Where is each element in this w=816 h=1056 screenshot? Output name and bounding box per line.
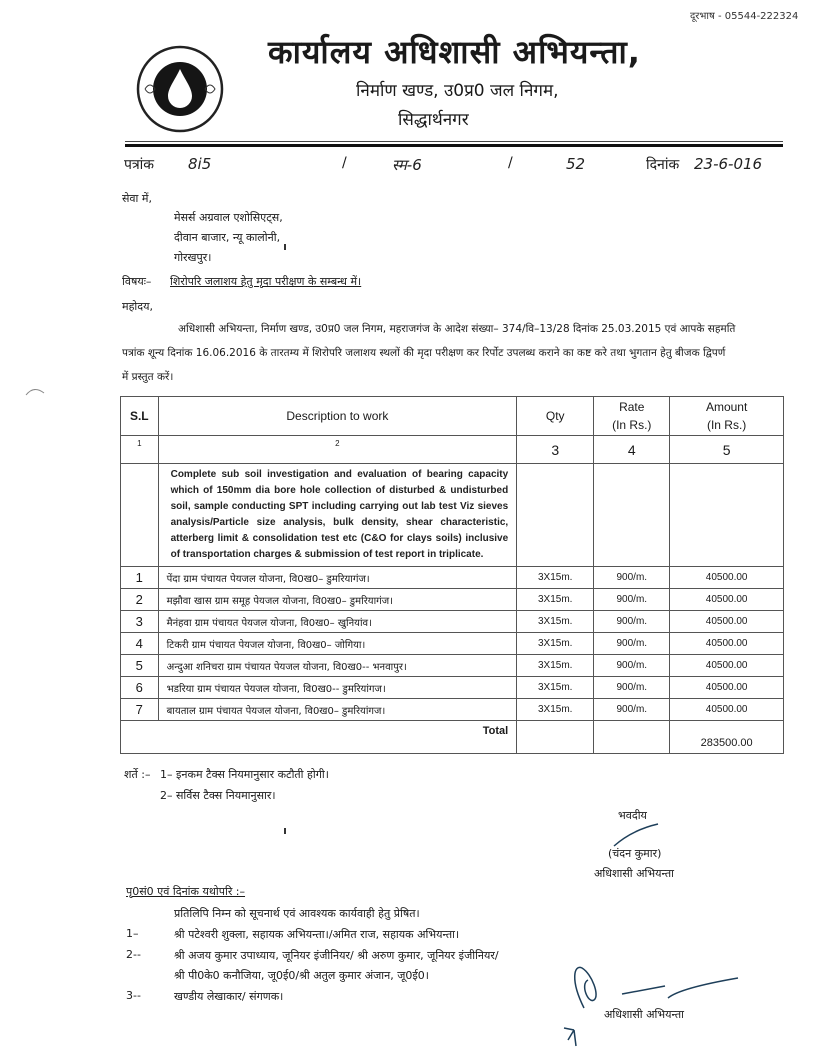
table-row bbox=[121, 567, 784, 589]
column-number: 4 bbox=[594, 436, 670, 464]
header-rule-thin bbox=[125, 141, 783, 142]
column-number-row bbox=[121, 436, 784, 464]
copy-item-line: श्री अजय कुमार उपाध्याय, जूनियर इंजीनियर/ श्री अरुण कुमार, जूनियर इंजीनियर/ bbox=[174, 949, 499, 962]
reference-label: पत्रांक bbox=[124, 157, 155, 173]
copy-intro: प्रतिलिपि निम्न को सूचनार्थ एवं आवश्यक कार्यवाही हेतु प्रेषित। bbox=[174, 907, 420, 920]
copy-item-number: 1– bbox=[126, 927, 139, 940]
condition-item: 2– सर्विस टैक्स नियमानुसार। bbox=[160, 789, 276, 802]
reference-number: 8i5 bbox=[188, 155, 212, 173]
row-amount: 40500.00 bbox=[670, 633, 784, 655]
office-subtitle: निर्माण खण्ड, उ0प्र0 जल निगम, bbox=[356, 81, 559, 101]
empty-cell bbox=[594, 464, 670, 567]
addressee-line: गोरखपुर। bbox=[174, 251, 212, 264]
subject-text: शिरोपरि जलाशय हेतु मृदा परीक्षण के सम्बन्ध में। bbox=[170, 275, 362, 288]
copy-item-number: 2-- bbox=[126, 948, 141, 961]
date-label: दिनांक bbox=[646, 157, 680, 173]
row-description: अन्दुआ शनिचरा ग्राम पंचायत पेयजल योजना, वि0ख0-- भनवापुर। bbox=[158, 655, 517, 677]
greeting: महोदय, bbox=[122, 300, 153, 313]
row-amount: 40500.00 bbox=[670, 589, 784, 611]
reference-separator: / bbox=[508, 155, 513, 171]
row-amount: 40500.00 bbox=[670, 611, 784, 633]
work-description: Complete sub soil investigation and evaluation of bearing capacity which of 150mm dia bore hole collection of disturbed & undisturbed soil, sample conducting SPT including carrying out lab test Viz sieves analysis/Particle size analysis, bulk density, shear characteristic, atterberg limit & consolidation test etc (C&O for clays soils) inclusive of transportation charges & submission of test report in triplicate. bbox=[158, 464, 517, 567]
copy-item-line: श्री पी0के0 कनौजिया, जू0ई0/श्री अतुल कुमार अंजान, जू0ई0। bbox=[174, 969, 429, 982]
table-row bbox=[121, 589, 784, 611]
signature-scribble bbox=[560, 960, 750, 1050]
row-sl: 2 bbox=[121, 589, 159, 611]
reference-section: स्म-6 bbox=[392, 156, 422, 174]
reference-serial: 52 bbox=[566, 155, 586, 173]
copy-item-line: खण्डीय लेखाकार/ संगणक। bbox=[174, 990, 284, 1003]
signatory-name: (चंदन कुमार) bbox=[608, 847, 662, 860]
row-description: बायताल ग्राम पंचायत पेयजल योजना, वि0ख0– डुमरियांगज। bbox=[158, 699, 517, 721]
table-row bbox=[121, 677, 784, 699]
table-row bbox=[121, 699, 784, 721]
column-number: 3 bbox=[517, 436, 594, 464]
empty-cell bbox=[121, 464, 159, 567]
empty-cell bbox=[517, 464, 594, 567]
row-rate: 900/m. bbox=[594, 699, 670, 721]
row-sl: 7 bbox=[121, 699, 159, 721]
office-location: सिद्धार्थनगर bbox=[398, 110, 469, 130]
row-sl: 3 bbox=[121, 611, 159, 633]
row-amount: 40500.00 bbox=[670, 699, 784, 721]
column-number: 5 bbox=[670, 436, 784, 464]
row-qty: 3X15m. bbox=[517, 655, 594, 677]
row-rate: 900/m. bbox=[594, 633, 670, 655]
copy-item-line: श्री पटेश्वरी शुक्ला, सहायक अभियन्ता।/अमित राज, सहायक अभियन्ता। bbox=[174, 928, 460, 941]
row-sl: 6 bbox=[121, 677, 159, 699]
work-description-row bbox=[121, 464, 784, 567]
addressee-line: मेसर्स अग्रवाल एशोसिएट्स, bbox=[174, 211, 283, 224]
conditions-label: शर्ते :– bbox=[124, 768, 151, 781]
row-rate: 900/m. bbox=[594, 567, 670, 589]
row-sl: 1 bbox=[121, 567, 159, 589]
header-sl: S.L bbox=[121, 397, 159, 436]
row-qty: 3X15m. bbox=[517, 633, 594, 655]
row-rate: 900/m. bbox=[594, 677, 670, 699]
row-description: टिकरी ग्राम पंचायत पेयजल योजना, वि0ख0– जोगिया। bbox=[158, 633, 517, 655]
subject-label: विषयः– bbox=[122, 275, 152, 288]
copy-signatory-designation: अधिशासी अभियन्ता bbox=[604, 1008, 685, 1021]
body-line: पत्रांक शून्य दिनांक 16.06.2016 के तारतम्य में शिरोपरि जलाशय स्थलों की मृदा परीक्षण कर रिर्पोट उपलब्ध कराने का कष्ट करे तथा भुगतान हेतु बीजक द्विपर्ण bbox=[122, 347, 726, 359]
body-line: में प्रस्तुत करें। bbox=[122, 371, 174, 383]
signatory-designation: अधिशासी अभियन्ता bbox=[594, 867, 675, 880]
column-number: 1 bbox=[121, 436, 159, 464]
empty-cell bbox=[670, 464, 784, 567]
row-qty: 3X15m. bbox=[517, 611, 594, 633]
row-sl: 4 bbox=[121, 633, 159, 655]
row-description: पेंदा ग्राम पंचायत पेयजल योजना, वि0ख0– डुमरियागंज। bbox=[158, 567, 517, 589]
salutation: सेवा में, bbox=[122, 192, 152, 205]
table-row bbox=[121, 611, 784, 633]
row-rate: 900/m. bbox=[594, 589, 670, 611]
row-description: मैनंहवा ग्राम पंचायत पेयजल योजना, वि0ख0– खुनियांव। bbox=[158, 611, 517, 633]
phone-number: दूरभाष - 05544-222324 bbox=[690, 11, 799, 22]
office-title: कार्यालय अधिशासी अभियन्ता, bbox=[268, 33, 641, 71]
condition-item: 1– इनकम टैक्स नियमानुसार कटौती होगी। bbox=[160, 768, 329, 781]
row-amount: 40500.00 bbox=[670, 655, 784, 677]
letter-date: 23-6-016 bbox=[694, 155, 763, 173]
row-qty: 3X15m. bbox=[517, 677, 594, 699]
empty-cell bbox=[517, 721, 594, 754]
row-qty: 3X15m. bbox=[517, 699, 594, 721]
row-rate: 900/m. bbox=[594, 655, 670, 677]
header-qty: Qty bbox=[517, 397, 594, 436]
row-amount: 40500.00 bbox=[670, 677, 784, 699]
ink-dot bbox=[284, 828, 286, 834]
row-description: मझौवा खास ग्राम समूह पेयजल योजना, वि0ख0– डुमरियागंज। bbox=[158, 589, 517, 611]
jal-nigam-logo bbox=[135, 44, 225, 134]
row-qty: 3X15m. bbox=[517, 589, 594, 611]
reference-separator: / bbox=[342, 155, 347, 171]
header-amount: Amount (In Rs.) bbox=[670, 397, 784, 436]
total-row bbox=[121, 721, 784, 754]
header-rate: Rate (In Rs.) bbox=[594, 397, 670, 436]
copy-item-number: 3-- bbox=[126, 989, 141, 1002]
empty-cell bbox=[594, 721, 670, 754]
punch-mark bbox=[24, 385, 48, 405]
row-description: भडरिया ग्राम पंचायत पेयजल योजना, वि0ख0-- डुमरियांगज। bbox=[158, 677, 517, 699]
total-label: Total bbox=[121, 721, 517, 754]
closing: भवदीय bbox=[618, 809, 647, 822]
body-line: अधिशासी अभियन्ता, निर्माण खण्ड, उ0प्र0 जल निगम, महराजगंज के आदेश संख्या– 374/वि–13/28 दिनांक 25.03.2015 एवं आपके सहमति bbox=[178, 323, 736, 335]
row-rate: 900/m. bbox=[594, 611, 670, 633]
ink-dot bbox=[284, 244, 286, 250]
table-row bbox=[121, 655, 784, 677]
header-description: Description to work bbox=[158, 397, 517, 436]
work-table bbox=[120, 396, 784, 754]
header-rule-thick bbox=[125, 144, 783, 147]
row-qty: 3X15m. bbox=[517, 567, 594, 589]
row-amount: 40500.00 bbox=[670, 567, 784, 589]
column-number: 2 bbox=[158, 436, 517, 464]
copy-heading: पृ0सं0 एवं दिनांक यथोपरि :– bbox=[126, 885, 246, 898]
total-amount: 283500.00 bbox=[670, 721, 784, 754]
table-header-row bbox=[121, 397, 784, 436]
table-row bbox=[121, 633, 784, 655]
addressee-line: दीवान बाजार, न्यू कालोनी, bbox=[174, 231, 281, 244]
row-sl: 5 bbox=[121, 655, 159, 677]
